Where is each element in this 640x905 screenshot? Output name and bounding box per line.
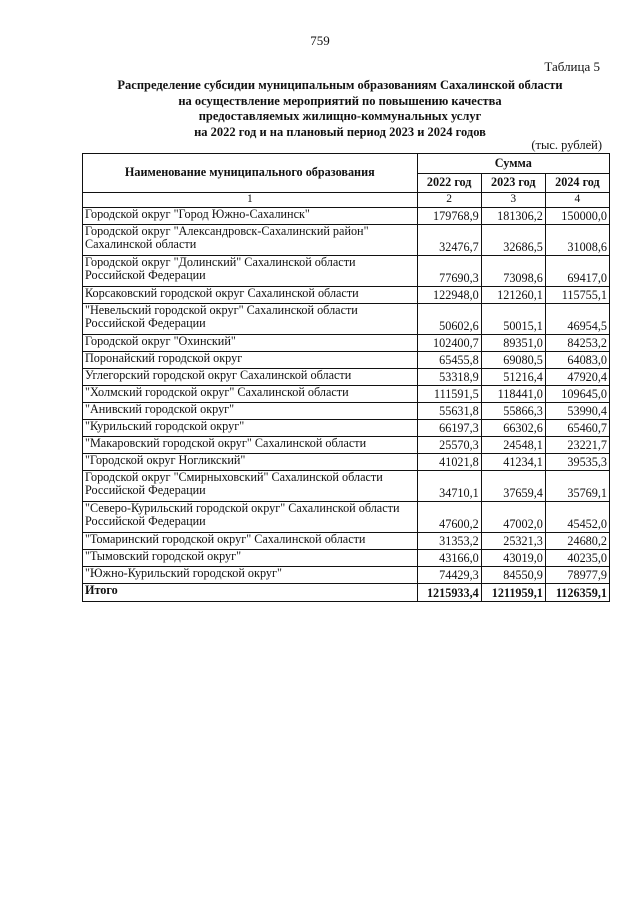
value-2022: 55631,8	[417, 402, 481, 419]
column-index-row	[83, 193, 610, 208]
value-2022: 111591,5	[417, 385, 481, 402]
value-2024: 24680,2	[545, 532, 609, 549]
value-2024: 65460,7	[545, 419, 609, 436]
table-row	[83, 351, 610, 368]
value-2024: 47920,4	[545, 368, 609, 385]
table-row	[83, 566, 610, 583]
municipality-name: "Тымовский городской округ"	[83, 549, 418, 566]
value-2022: 25570,3	[417, 436, 481, 453]
table-row	[83, 402, 610, 419]
header-name: Наименование муниципального образования	[83, 154, 418, 193]
value-2023: 32686,5	[481, 224, 545, 255]
table-row	[83, 286, 610, 303]
value-2023: 41234,1	[481, 453, 545, 470]
page-number: 759	[310, 33, 330, 48]
header-year-2022: 2022 год	[417, 174, 481, 193]
value-2022: 77690,3	[417, 255, 481, 286]
municipality-name: "Анивский городской округ"	[83, 402, 418, 419]
value-2024: 109645,0	[545, 385, 609, 402]
value-2023: 121260,1	[481, 286, 545, 303]
table-row	[83, 549, 610, 566]
title-line: на 2022 год и на плановый период 2023 и 2024 годов	[194, 124, 486, 139]
table-row	[83, 470, 610, 501]
value-2023: 84550,9	[481, 566, 545, 583]
column-index: 4	[545, 193, 609, 208]
total-row	[83, 583, 610, 601]
unit-label: (тыс. рублей)	[531, 138, 602, 152]
value-2022: 32476,7	[417, 224, 481, 255]
value-2022: 122948,0	[417, 286, 481, 303]
value-2022: 50602,6	[417, 303, 481, 334]
value-2022: 74429,3	[417, 566, 481, 583]
total-label: Итого	[83, 583, 418, 601]
total-2022: 1215933,4	[417, 583, 481, 601]
value-2023: 69080,5	[481, 351, 545, 368]
value-2024: 46954,5	[545, 303, 609, 334]
total-2023: 1211959,1	[481, 583, 545, 601]
municipality-name: "Холмский городской округ" Сахалинской области	[83, 385, 418, 402]
municipality-name: Поронайский городской округ	[83, 351, 418, 368]
municipality-name: "Городской округ Ногликский"	[83, 453, 418, 470]
municipality-name: Углегорский городской округ Сахалинской области	[83, 368, 418, 385]
value-2024: 53990,4	[545, 402, 609, 419]
value-2023: 43019,0	[481, 549, 545, 566]
header-sum: Сумма	[417, 154, 609, 174]
value-2024: 40235,0	[545, 549, 609, 566]
value-2024: 150000,0	[545, 207, 609, 224]
value-2023: 37659,4	[481, 470, 545, 501]
value-2022: 53318,9	[417, 368, 481, 385]
value-2022: 65455,8	[417, 351, 481, 368]
municipality-name: Корсаковский городской округ Сахалинской области	[83, 286, 418, 303]
value-2023: 25321,3	[481, 532, 545, 549]
table-row	[83, 255, 610, 286]
value-2023: 24548,1	[481, 436, 545, 453]
value-2022: 47600,2	[417, 501, 481, 532]
municipality-name: "Невельский городской округ" Сахалинской области Российской Федерации	[83, 303, 418, 334]
value-2024: 84253,2	[545, 334, 609, 351]
value-2023: 181306,2	[481, 207, 545, 224]
value-2024: 45452,0	[545, 501, 609, 532]
table-row	[83, 303, 610, 334]
header-year-2024: 2024 год	[545, 174, 609, 193]
value-2022: 41021,8	[417, 453, 481, 470]
value-2023: 118441,0	[481, 385, 545, 402]
column-index: 1	[83, 193, 418, 208]
value-2023: 66302,6	[481, 419, 545, 436]
municipality-name: "Северо-Курильский городской округ" Сахалинской области Российской Федерации	[83, 501, 418, 532]
subsidy-table	[82, 153, 610, 602]
table-row	[83, 436, 610, 453]
municipality-name: Городской округ "Долинский" Сахалинской области Российской Федерации	[83, 255, 418, 286]
table-row	[83, 501, 610, 532]
table-row	[83, 224, 610, 255]
value-2024: 115755,1	[545, 286, 609, 303]
table-row	[83, 207, 610, 224]
column-index: 3	[481, 193, 545, 208]
column-index: 2	[417, 193, 481, 208]
municipality-name: Городской округ "Александровск-Сахалинский район" Сахалинской области	[83, 224, 418, 255]
municipality-name: Городской округ "Смирныховский" Сахалинской области Российской Федерации	[83, 470, 418, 501]
value-2024: 31008,6	[545, 224, 609, 255]
table-label: Таблица 5	[544, 59, 600, 74]
municipality-name: Городской округ "Охинский"	[83, 334, 418, 351]
municipality-name: "Южно-Курильский городской округ"	[83, 566, 418, 583]
title-line: Распределение субсидии муниципальным образованиям Сахалинской области	[117, 78, 563, 92]
value-2024: 39535,3	[545, 453, 609, 470]
table-row	[83, 532, 610, 549]
value-2022: 43166,0	[417, 549, 481, 566]
value-2024: 69417,0	[545, 255, 609, 286]
municipality-name: "Курильский городской округ"	[83, 419, 418, 436]
value-2023: 47002,0	[481, 501, 545, 532]
title-line: предоставляемых жилищно-коммунальных услуг	[198, 109, 482, 123]
value-2024: 35769,1	[545, 470, 609, 501]
value-2023: 55866,3	[481, 402, 545, 419]
header-year-2023: 2023 год	[481, 174, 545, 193]
value-2024: 78977,9	[545, 566, 609, 583]
table-row	[83, 453, 610, 470]
municipality-name: Городской округ "Город Южно-Сахалинск"	[83, 207, 418, 224]
value-2023: 51216,4	[481, 368, 545, 385]
value-2024: 64083,0	[545, 351, 609, 368]
value-2022: 179768,9	[417, 207, 481, 224]
value-2022: 34710,1	[417, 470, 481, 501]
table-row	[83, 334, 610, 351]
value-2022: 102400,7	[417, 334, 481, 351]
municipality-name: "Макаровский городской округ" Сахалинской области	[83, 436, 418, 453]
title-line: на осуществление мероприятий по повышению качества	[178, 93, 502, 108]
value-2022: 66197,3	[417, 419, 481, 436]
value-2023: 89351,0	[481, 334, 545, 351]
value-2023: 50015,1	[481, 303, 545, 334]
municipality-name: "Томаринский городской округ" Сахалинской области	[83, 532, 418, 549]
value-2024: 23221,7	[545, 436, 609, 453]
table-row	[83, 385, 610, 402]
table-row	[83, 419, 610, 436]
document-title	[90, 78, 590, 140]
total-2024: 1126359,1	[545, 583, 609, 601]
value-2022: 31353,2	[417, 532, 481, 549]
value-2023: 73098,6	[481, 255, 545, 286]
table-row	[83, 368, 610, 385]
